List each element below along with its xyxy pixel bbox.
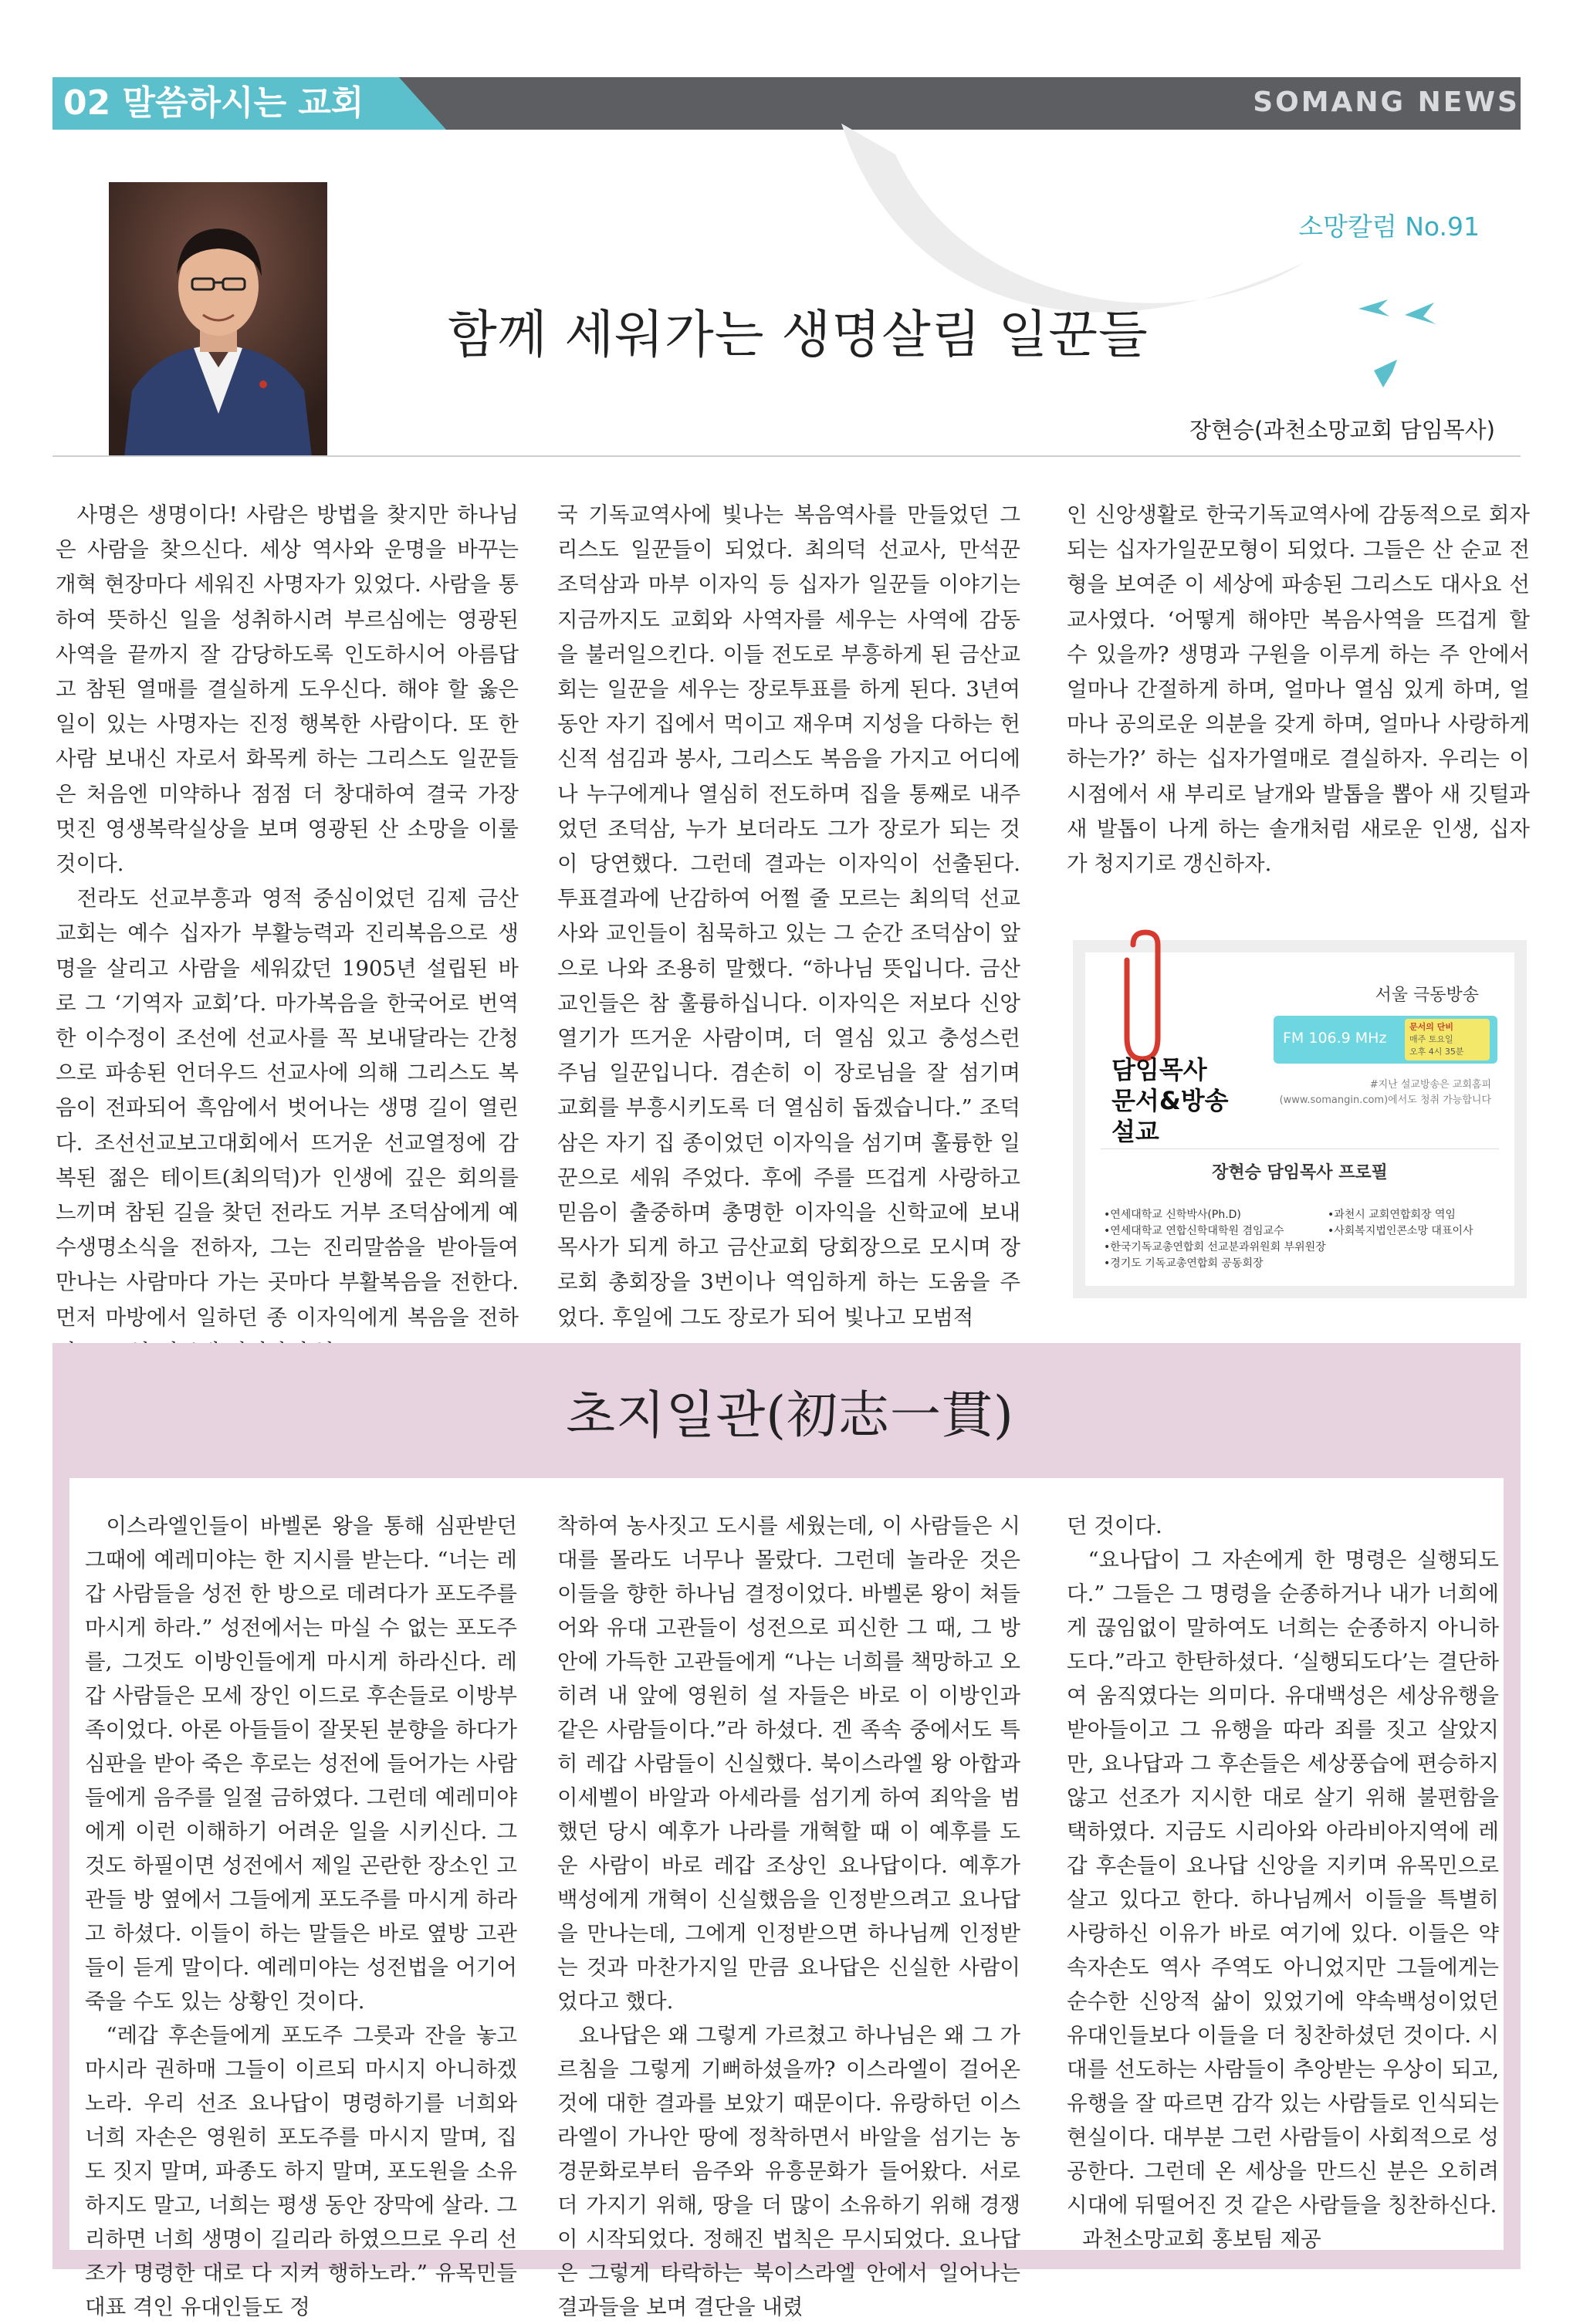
ad-title	[1111, 1054, 1229, 1147]
section-column-2	[557, 1509, 1020, 2324]
ad-title-line: 담임목사	[1111, 1055, 1207, 1084]
badge-line: 매주 토요일	[1409, 1034, 1453, 1044]
article-title: 함께 세워가는 생명살림 일꾼들	[448, 305, 1149, 364]
profile-item: •연세대학교 연합신학대학원 겸임교수	[1104, 1225, 1284, 1237]
paperclip-icon	[1118, 929, 1179, 1068]
section-title: 초지일관(初志一貫)	[566, 1385, 1014, 1445]
section-column-1	[85, 1509, 517, 2324]
article-column-1	[56, 498, 519, 1370]
paragraph: “레갑 후손들에게 포도주 그릇과 잔을 놓고 마시라 권하매 그들이 이르되 마시지 아니하겠노라. 우리 선조 요나답이 명령하기를 너희와 너희 자손은 영원히 포도주를 마시지 말며, 집도 짓지 말며, 파종도 하지 말며, 포도원을 소유하지도 말고, 너희는 평생 동안 장막에 살라. 그리하면 너희 생명이 길리라 하였으므로 우리 선조가 명령한 대로 다 지켜 행하노라.” 유목민들 대표 격인 유대인들도 정	[85, 2023, 517, 2319]
profile-item: •경기도 기독교총연합회 공동회장	[1104, 1257, 1264, 1270]
paragraph: 이스라엘인들이 바벨론 왕을 통해 심판받던 그때에 예레미야는 한 지시를 받는다. “너는 레갑 사람들을 성전 한 방으로 데려다가 포도주를 마시게 하라.” 성전에서는 마실 수 없는 포도주를, 그것도 이방인들에게 마시게 하라신다. 레갑 사람들은 모세 장인 이드로 후손들로 이방부족이었다. 아론 아들들이 잘못된 분향을 하다가 심판을 받아 죽은 후로는 성전에 들어가는 사람들에게 음주를 일절 금하였다. 그런데 예레미야에게 이런 이해하기 어려운 일을 시키신다. 그것도 하필이면 성전에서 제일 곤란한 장소인 고관들 방 옆에서 그들에게 포도주를 마시게 하라고 하셨다. 이들이 하는 말들은 바로 옆방 고관들이 듣게 말이다. 예레미야는 성전법을 어기어 죽을 수도 있는 상황인 것이다.	[85, 1514, 517, 2014]
profile-title: 장현승 담임목사 프로필	[1212, 1163, 1388, 1182]
article-column-3	[1067, 498, 1530, 881]
newsletter-brand: SOMANG NEWS	[1253, 86, 1520, 118]
section-tab-label: 02 말씀하시는 교회	[63, 83, 364, 123]
broadcast-ad	[1073, 940, 1527, 1298]
article-author: 장현승(과천소망교회 담임목사)	[1189, 417, 1495, 443]
paragraph: 던 것이다.	[1067, 1514, 1162, 1538]
profile-item: •연세대학교 신학박사(Ph.D)	[1104, 1209, 1241, 1221]
divider	[1101, 1148, 1499, 1149]
paragraph: 착하여 농사짓고 도시를 세웠는데, 이 사람들은 시대를 몰라도 너무나 몰랐다. 그런데 놀라운 것은 이들을 향한 하나님 결정이었다. 바벨론 왕이 쳐들어와 유대 고관들이 성전으로 피신한 그 때, 그 방안에 가득한 고관들에게 “나는 너희를 책망하고 오히려 내 앞에 영원히 설 자들은 바로 이 이방인과 같은 사람들이다.”라 하셨다. 겐 족속 중에서도 특히 레갑 사람들이 신실했다. 북이스라엘 왕 아합과 이세벨이 바알과 아세라를 섬기게 하여 죄악을 범했던 당시 예후가 나라를 개혁할 때 이 예후를 도운 사람이 바로 레갑 조상인 요나답이다. 예후가 백성에게 개혁이 신실했음을 인정받으려고 요나답을 만나는데, 그에게 인정받으면 하나님께 인정받는 것과 마찬가지일 만큼 요나답은 신실한 사람이었다고 했다.	[557, 1514, 1020, 2014]
paragraph: 사명은 생명이다! 사람은 방법을 찾지만 하나님은 사람을 찾으신다. 세상 역사와 운명을 바꾸는 개혁 현장마다 세워진 사명자가 있었다. 사람을 통하여 뜻하신 일을 성취하시려 부르심에는 영광된 사역을 끝까지 잘 감당하도록 인도하시어 아름답고 참된 열매를 결실하게 도우신다. 해야 할 옳은 일이 있는 사명자는 진정 행복한 사람이다. 또 한 사람 보내신 자로서 화목케 하는 그리스도 일꾼들은 처음엔 미약하나 점점 더 창대하여 결국 가장 멋진 영생복락실상을 보며 영광된 산 소망을 이룰 것이다.	[56, 502, 519, 877]
divider	[52, 455, 1521, 457]
fm-frequency-box	[1274, 1016, 1497, 1064]
ad-note-line: (www.somangin.com)에서도 청취 가능합니다	[1279, 1094, 1491, 1106]
profile-list	[1104, 1207, 1505, 1272]
ad-note-line: #지난 설교방송은 교회홈피	[1369, 1079, 1491, 1091]
schedule-badge	[1405, 1019, 1490, 1061]
column-number: 소망칼럼 No.91	[1298, 211, 1480, 242]
paragraph: 요나답은 왜 그렇게 가르쳤고 하나님은 왜 그 가르침을 그렇게 기뻐하셨을까? 이스라엘이 걸어온 것에 대한 결과를 보았기 때문이다. 유랑하던 이스라엘이 가나안 땅에 정착하면서 바알을 섬기는 농경문화로부터 음주와 유흥문화가 들어왔다. 서로 더 가지기 위해, 땅을 더 많이 소유하기 위해 경쟁이 시작되었다. 정해진 법칙은 무시되었다. 요나답은 그렇게 타락하는 북이스라엘 안에서 일어나는 결과들을 보며 결단을 내렸	[557, 2023, 1020, 2319]
author-photo	[109, 182, 327, 457]
station-name: 서울 극동방송	[1375, 986, 1479, 1005]
paragraph: 인 신앙생활로 한국기독교역사에 감동적으로 회자되는 십자가일꾼모형이 되었다. 그들은 산 순교 전형을 보여준 이 세상에 파송된 그리스도 대사요 선교사였다. ‘어떻게 해야만 복음사역을 뜨겁게 할 수 있을까? 생명과 구원을 이루게 하는 주 안에서 얼마나 간절하게 하며, 얼마나 열심 있게 하며, 얼마나 공의로운 의분을 갖게 하며, 얼마나 사랑하게 하는가?’ 하는 십자가열매로 결실하자. 우리는 이 시점에서 새 부리로 날개와 발톱을 뽑아 새 깃털과 새 발톱이 나게 하는 솔개처럼 새로운 인생, 십자가 청지기로 갱신하자.	[1067, 502, 1530, 877]
section-column-3	[1067, 1509, 1499, 2256]
paragraph: 국 기독교역사에 빛나는 복음역사를 만들었던 그리스도 일꾼들이 되었다. 최의덕 선교사, 만석꾼 조덕삼과 마부 이자익 등 십자가 일꾼들 이야기는 지금까지도 교회와 사역자를 세우는 사역에 감동을 불러일으킨다. 이들 전도로 부흥하게 된 금산교회는 일꾼을 세우는 장로투표를 하게 된다. 3년여 동안 자기 집에서 먹이고 재우며 지성을 다하는 헌신적 섬김과 봉사, 그리스도 복음을 가지고 어디에나 누구에게나 열심히 전도하며 집을 통째로 내주었던 조덕삼, 누가 보더라도 그가 장로가 되는 것이 당연했다. 그런데 결과는 이자익이 선출된다. 투표결과에 난감하여 어쩔 줄 모르는 최의덕 선교사와 교인들이 침묵하고 있는 그 순간 조덕삼이 앞으로 나와 조용히 말했다. “하나님 뜻입니다. 금산교인들은 참 훌륭하십니다. 이자익은 저보다 신앙열기가 뜨거운 사람이며, 더 열심 있고 충성스런 주님 일꾼입니다. 겸손히 이 장로님을 잘 섬기며 교회를 부흥시키도록 더 열심히 돕겠습니다.” 조덕삼은 자기 집 종이었던 이자익을 섬기며 훌륭한 일꾼으로 세워 주었다. 후에 주를 뜨겁게 사랑하고 믿음이 출중하며 총명한 이자익을 신학교에 보내 목사가 되게 하고 금산교회 당회장으로 모시며 장로회 총회장을 3번이나 역임하게 하는 도움을 주었다. 후일에 그도 장로가 되어 빛나고 모범적	[557, 502, 1020, 1330]
article-column-2	[557, 498, 1020, 1335]
ad-note	[1260, 1077, 1491, 1108]
profile-item: •사회복지법인콘소망 대표이사	[1328, 1225, 1473, 1237]
profile-item: •한국기독교총연합회 선교분과위원회 부위원장	[1104, 1241, 1326, 1253]
profile-item: •과천시 교회연합회장 역임	[1328, 1209, 1456, 1221]
badge-line: 문서의 단비	[1409, 1022, 1453, 1032]
credit-line: 과천소망교회 홍보팀 제공	[1082, 2227, 1321, 2251]
badge-line: 오후 4시 35분	[1409, 1047, 1464, 1057]
ad-card	[1085, 952, 1514, 1286]
paragraph: 전라도 선교부흥과 영적 중심이었던 김제 금산교회는 예수 십자가 부활능력과 진리복음으로 생명을 살리고 사람을 세워갔던 1905년 설립된 바로 그 ‘기역자 교회’다. 마가복음을 한국어로 번역한 이수정이 조선에 선교사를 꼭 보내달라는 간청으로 파송된 언더우드 선교사에 의해 그리스도 복음이 전파되어 흑암에서 벗어나는 생명 길이 열린다. 조선선교보고대회에서 뜨거운 선교열정에 감복된 젊은 테이트(최의덕)가 인생에 깊은 회의를 느끼며 참된 길을 찾던 전라도 거부 조덕삼에게 예수생명소식을 전하자, 그는 진리말씀을 받아들여 만나는 사람마다 가는 곳마다 부활복음을 전한다. 먼저 마방에서 일하던 종 이자익에게 복음을 전하	[56, 886, 519, 1330]
birds-illustration	[1343, 286, 1451, 401]
ad-title-line: 설교	[1111, 1117, 1159, 1146]
fm-frequency: FM 106.9 MHz	[1283, 1030, 1387, 1047]
paragraph: “요나답이 그 자손에게 한 명령은 실행되도다.” 그들은 그 명령을 순종하거나 내가 너희에게 끊임없이 말하여도 너희는 순종하지 아니하도다.”라고 한탄하셨다. ‘실행되도다’는 결단하여 움직였다는 의미다. 유대백성은 세상유행을 받아들이고 그 유행을 따라 죄를 짓고 살았지만, 요나답과 그 후손들은 세상풍습에 편승하지 않고 선조가 지시한 대로 살기 위해 불편함을 택하였다. 지금도 시리아와 아라비아지역에 레갑 후손들이 요나답 신앙을 지키며 유목민으로 살고 있다고 한다. 하나님께서 이들을 특별히 사랑하신 이유가 바로 여기에 있다. 이들은 약속자손도 역사 주역도 아니었지만 그들에게는 순수한 신앙적 삶이 있었기에 약속백성이었던 유대인들보다 이들을 더 칭찬하셨던 것이다. 시대를 선도하는 사람들이 추앙받는 우상이 되고, 유행을 잘 따르면 감각 있는 사람들로 인식되는 현실이다. 대부분 그런 사람들이 사회적으로 성공한다. 그런데 온 세상을 만드신 분은 오히려 시대에 뒤떨어진 것 같은 사람들을 칭찬하신다.	[1067, 1548, 1499, 2217]
ad-title-line: 문서&방송	[1111, 1086, 1229, 1115]
